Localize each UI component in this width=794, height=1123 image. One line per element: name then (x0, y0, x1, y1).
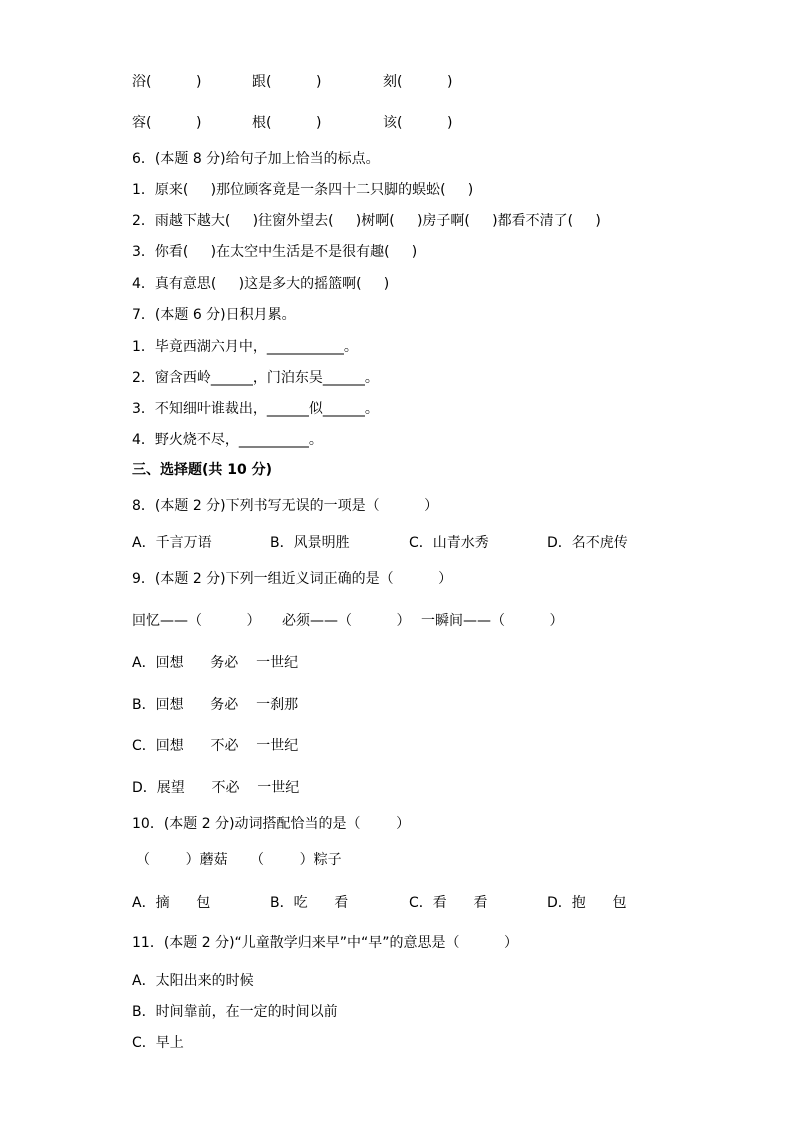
question-item: 2．雨越下越大( )往窗外望去( )树啊( )房子啊( )都看不清了( ) (132, 213, 601, 229)
question-title: 7．(本题 6 分)日积月累。 (132, 307, 296, 323)
question-item: 1．原来( )那位顾客竟是一条四十二只脚的蜈蚣( ) (132, 182, 474, 198)
word-blank: 必须——（ ） (282, 613, 411, 629)
option: B．回想 务必 一刹那 (132, 697, 299, 713)
option: A．摘 包 (132, 895, 211, 911)
question-title: 6．(本题 8 分)给句子加上恰当的标点。 (132, 151, 380, 167)
option: A．回想 务必 一世纪 (132, 655, 299, 671)
option: A．太阳出来的时候 (132, 973, 254, 989)
option: D．展望 不必 一世纪 (132, 780, 300, 796)
word-blank: 一瞬间——（ ） (421, 613, 564, 629)
question-title: 10．(本题 2 分)动词搭配恰当的是（ ） (132, 816, 411, 832)
option: C．早上 (132, 1035, 184, 1051)
option: C．看 看 (409, 895, 488, 911)
question-title: 8．(本题 2 分)下列书写无误的一项是（ ） (132, 498, 439, 514)
fill-item: 刻( ) (383, 74, 453, 90)
option: B．风景明胜 (270, 535, 350, 551)
option: C．山青水秀 (409, 535, 489, 551)
word-blank: （ ）蘑菇 (136, 852, 228, 868)
question-title: 9．(本题 2 分)下列一组近义词正确的是（ ） (132, 571, 453, 587)
section-title: 三、选择题(共 10 分) (132, 462, 273, 478)
option: B．时间靠前，在一定的时间以前 (132, 1004, 338, 1020)
question-item: 4．真有意思( )这是多大的摇篮啊( ) (132, 276, 390, 292)
question-item: 3．你看( )在太空中生活是不是很有趣( ) (132, 244, 418, 260)
option: D．抱 包 (547, 895, 627, 911)
question-item: 2．窗含西岭______，门泊东吴______。 (132, 370, 379, 386)
fill-item: 浴( ) (132, 74, 202, 90)
option: B．吃 看 (270, 895, 349, 911)
option: A．千言万语 (132, 535, 212, 551)
fill-item: 根( ) (252, 115, 322, 131)
question-item: 4．野火烧不尽，__________。 (132, 432, 323, 448)
question-item: 3．不知细叶谁裁出，______似______。 (132, 401, 379, 417)
word-blank: （ ）粽子 (250, 852, 342, 868)
fill-item: 容( ) (132, 115, 202, 131)
word-blank: 回忆——（ ） (132, 613, 261, 629)
option: C．回想 不必 一世纪 (132, 738, 299, 754)
fill-item: 跟( ) (252, 74, 322, 90)
question-item: 1．毕竟西湖六月中，___________。 (132, 339, 358, 355)
fill-item: 该( ) (383, 115, 453, 131)
question-title: 11．(本题 2 分)“儿童散学归来早”中“早”的意思是（ ） (132, 935, 519, 951)
option: D．名不虎传 (547, 535, 628, 551)
